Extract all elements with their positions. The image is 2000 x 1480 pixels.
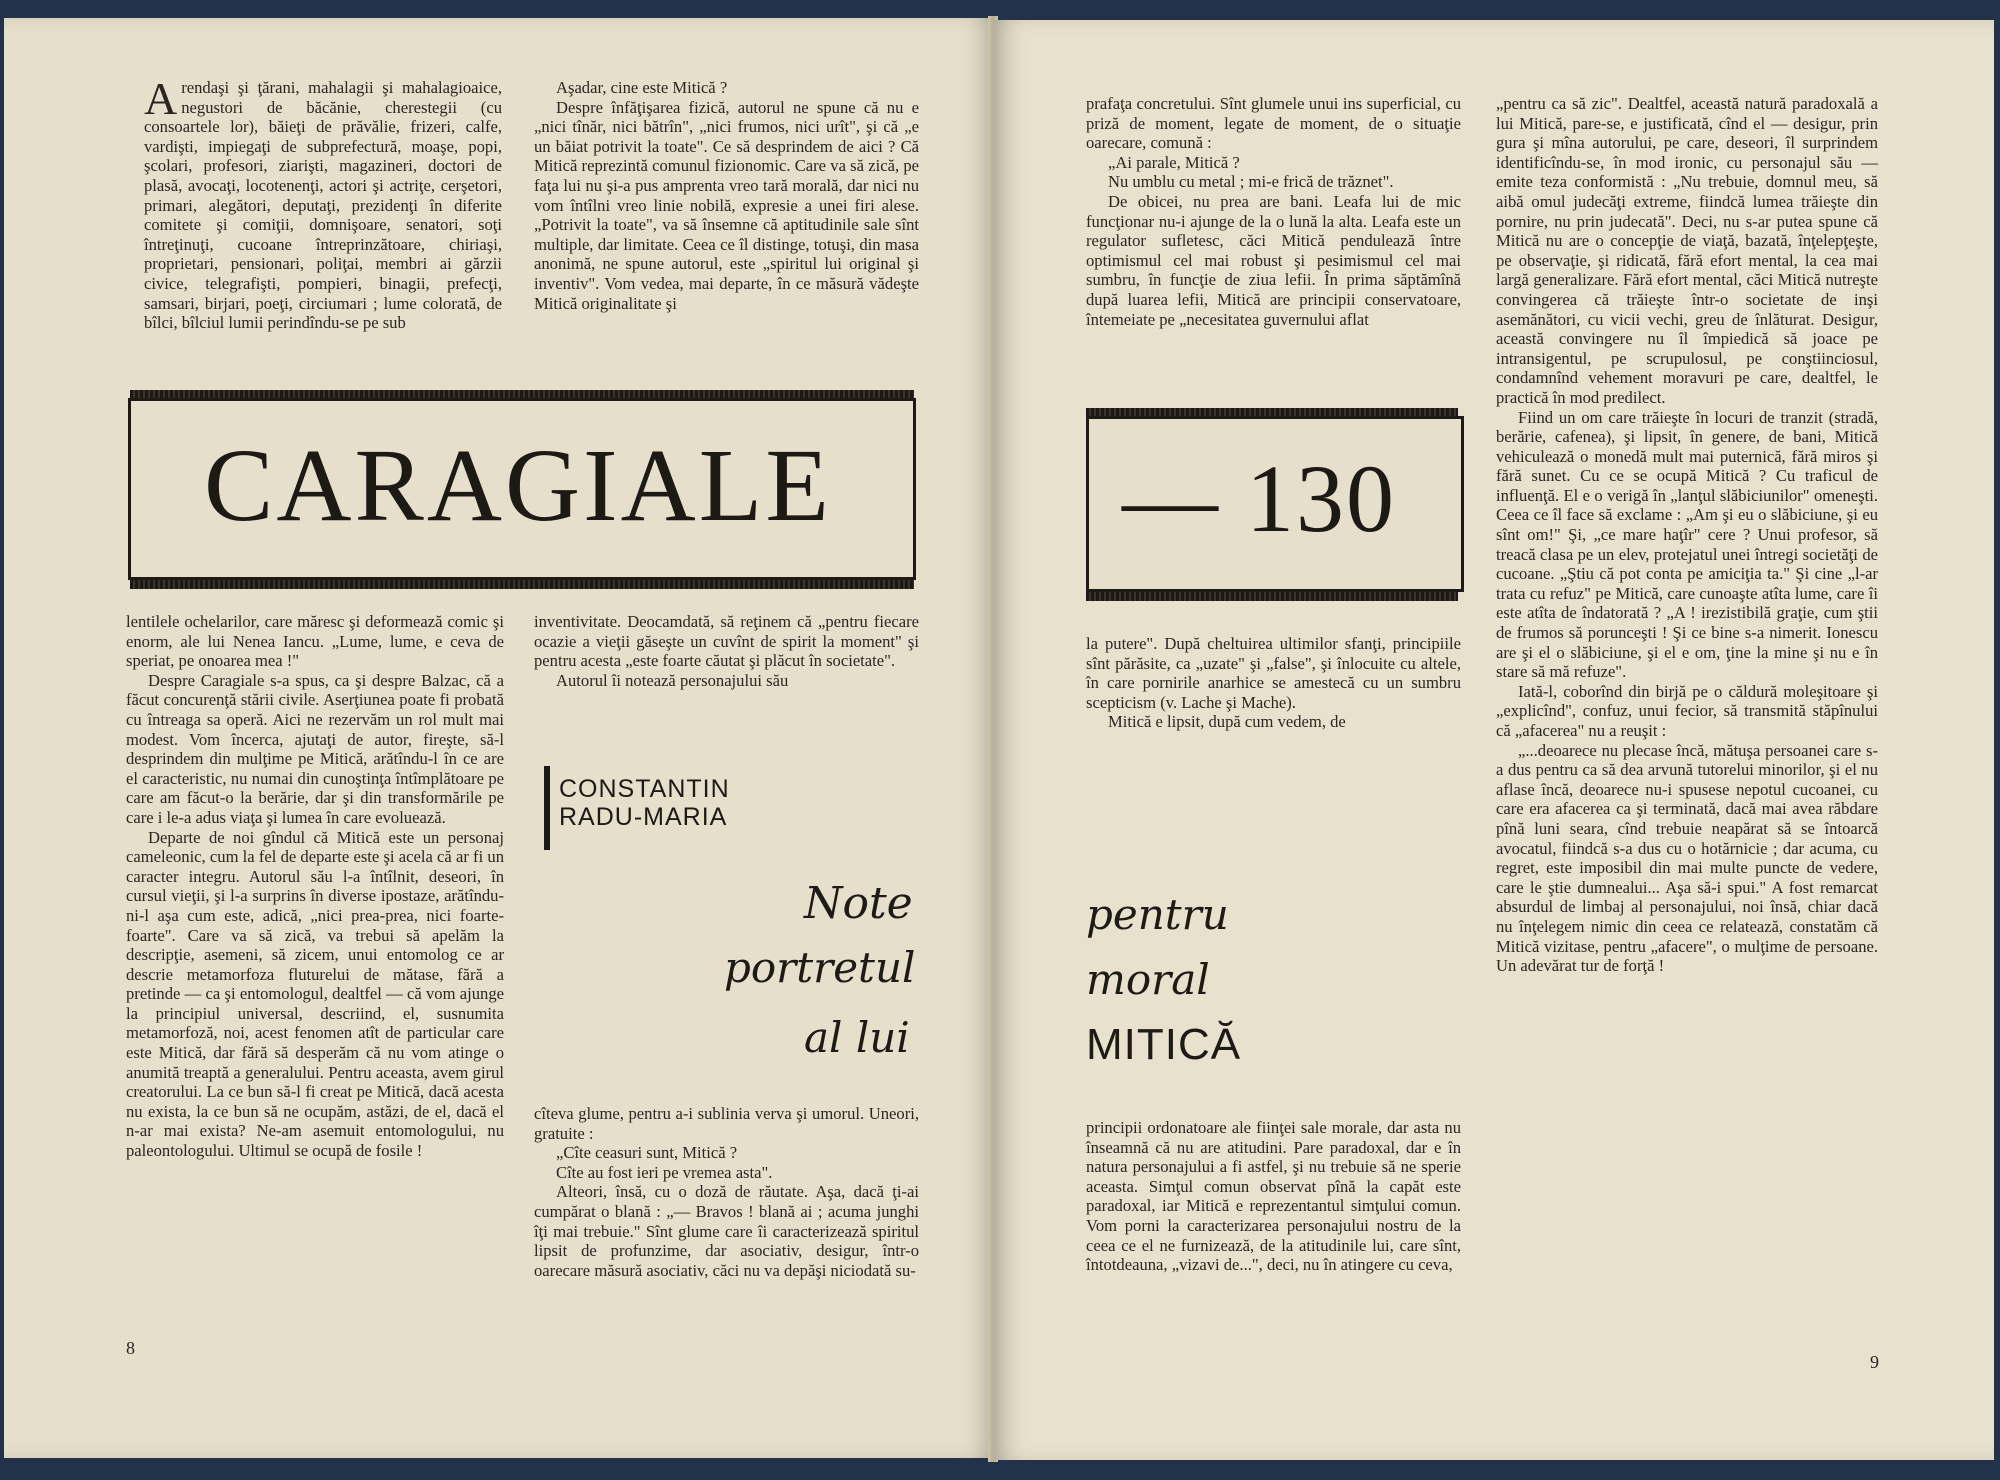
- author-name-first: CONSTANTIN: [559, 775, 730, 803]
- left-col2-bottom-p1: „Cîte ceasuri sunt, Mitică ?: [556, 1143, 738, 1163]
- right-col1-mid-p1: Mitică e lipsit, după cum vedem, de: [1108, 712, 1346, 732]
- left-col2-mid-p1: Autorul îi notează personajului său: [556, 670, 789, 690]
- left-col2-bottom-p2: Cîte au fost ieri pe vremea asta".: [556, 1162, 773, 1182]
- left-col1-bottom-p1: Despre Caragiale s-a spus, ca şi despre Balzac, că a făcut concurenţă stării civile. Aserţiunea poate fi probată cu întreaga sa operă. Aici ne rezervăm un rol mult mai modest. Vom încerca, ajutaţi de autor, fireşte, să-l desprindem din mulţime pe Mitică, arătîndu-l în ce are el caracteristic, nu numai din cunoştinţa întîmplătoare pe care am făcut-o la berărie, dar şi din transformările pe care i le-a adus viaţa şi lumea în care evoluează.: [126, 670, 504, 827]
- left-col1-bottom-p0: lentilele ochelarilor, care măresc şi deformează comic şi enorm, ale lui Nenea Iancu. „Lume, lume, e ceva de speriat, pe onoarea mea !": [126, 612, 504, 671]
- author-rule: [544, 766, 550, 850]
- subtitle-al-lui: al lui: [804, 1013, 910, 1062]
- subtitle-moral: moral: [1086, 955, 1210, 1004]
- left-col2-top: [534, 78, 919, 313]
- left-col1-top-paragraph: [144, 73, 502, 333]
- page-number-right: 9: [1870, 1352, 1879, 1372]
- right-col1-mid-p0: la putere". După cheltuirea ultimilor sfanţi, principiile sînt părăsite, ca „uzate" şi „false", şi înlocuite cu altele, în care pornirile anarhice se amestecă cu un sumbru scepticism (v. Lache şi Mache).: [1086, 634, 1461, 712]
- subtitle-mitica: MITICĂ: [1086, 1020, 1242, 1069]
- page-number-left: 8: [126, 1338, 135, 1358]
- title-130: — 130: [1122, 445, 1396, 552]
- right-col1-top-p3: De obicei, nu prea are bani. Leafa lui de mic funcţionar nu-i ajunge de la o lună la alta. Leafa este un regulator sufletesc, căci Mitică pendulează între optimismul cel mai robust şi pesimismul cel mai sumbru, în funcţie de ziua lefii. În prima săptămînă după luarea lefii, Mitică are principii conservatoare, întemeiate pe „necesitatea guvernului aflat: [1086, 191, 1461, 329]
- drop-cap: A: [144, 73, 178, 124]
- left-col1-bottom-p2: Departe de noi gîndul că Mitică este un personaj cameleonic, cum la fel de departe este şi acela că ar fi un caracter integru. Autorul său l-a întîlnit, deseori, în cursul vieţii, şi l-a surprins în diverse ipostaze, arătîndu-ni-l aşa cum este, adică, „nici prea-prea, nici foarte-foarte". Care va să zică, va trebui să apelăm la descripţie, asemeni, să zicem, unui entomolog ce ar descrie metamorfoza fluturelui de mătase, fără a pretinde — ca şi entomologul, dealtfel — că vom ajunge la principiul universal, descriind, el, susnumita metamorfoză, noi, acest fenomen atît de particular care este Mitică, dar fără să desperăm că nu vom atinge o anumită treaptă a generalului. Pentru aceasta, avem girul creatorului. La ce bun să-l fi creat pe Mitică, dacă acesta nu exista, la ce bun să ne ocupăm, astăzi, de el, dacă el n-ar mai exista? Ne-am asemuit entomologului, nu paleontologului. Ultimul se ocupă de fosile !: [126, 827, 504, 1161]
- right-col2-p2: Iată-l, coborînd din birjă pe o căldură moleşitoare şi „explicînd", confuz, unui fecior, să transmită stăpînului că „afacerea" nu a reuşit :: [1496, 681, 1878, 740]
- left-col2-top-p1: Despre înfăţişarea fizică, autorul ne spune că nu e „nici tînăr, nici bătrîn", „nici frumos, nici urît", şi că „e un băiat potrivit la toate". Ce să desprindem de aici ? Că Mitică reprezintă comunul fizionomic. Care va să zică, pe faţa lui nu şi-a pus amprenta vreo tară morală, dar nici nu vom întîlni vreo linie nobilă, expresie a unei firi alese. „Potrivit la toate", va să însemne că aptitudinile sale sînt multiple, dar limitate. Ceea ce îl distinge, totuşi, din masa anonimă, ne spune autorul, este „spiritul lui original şi inventiv". Vom vedea, mai departe, în ce măsură vădeşte Mitică originalitate şi: [534, 97, 919, 313]
- left-col2-bottom-p3: Alteori, însă, cu o doză de răutate. Aşa, dacă ţi-ai cumpărat o blană : „— Bravos ! blană ai ; acuma junghi îţi mai trebuie." Sînt glume care îi caracterizează spiritul lipsit de profunzime, dar asociativ, desigur, într-o oarecare măsură asociativ, căci nu va depăşi niciodată su-: [534, 1182, 919, 1280]
- right-col1-top-p1: „Ai parale, Mitică ?: [1108, 152, 1240, 172]
- right-col2-p3: „...deoarece nu plecase încă, mătuşa persoanei care s-a dus pentru ca să dea arvună tutorelui minorilor, şi el nu aflase încă, deoarece nu-i spusese nepotul cucoanei, cu care era afacerea ca şi terminată, dacă mai avea răbdare pînă luni seara, cînd trebuie neapărat să se întoarcă avocatul, fiindcă s-a dus cu o hotărnicie ; dar acuma, cu regret, este imposibil din mai multe puncte de vedere, care le ştie dumnealui... Aşa să-i spui." A fost remarcat absurdul de limbaj al personajului, noi însă, chiar dacă nu înţelegem nimic din ceea ce relatează, constatăm că Mitică vizitase, pentru „afacere", o mulţime de persoane. Un adevărat tur de forţă !: [1496, 740, 1878, 976]
- author-name-last: RADU-MARIA: [559, 803, 728, 831]
- right-col1-bottom-p0: principii ordonatoare ale fiinţei sale morale, dar asta nu înseamnă că nu are atitudini. Pare paradoxal, dar e în natura personajului a fi astfel, şi nu trebuie să ne sperie aceasta. Simţul comun observat pînă la capăt este paradoxal, iar Mitică e reprezentantul simţului comun. Vom porni la caracterizarea personajului nostru de la ceea ce el ne furnizează, de la atitudinile lui, care sînt, întotdeauna, „vizavi de...", deci, nu în atingere cu ceva,: [1086, 1118, 1461, 1275]
- left-col1-top-text: rendaşi şi ţărani, mahalagii şi mahalagioaice, negustori de băcănie, cherestegii (cu consoartele lor), băieţi de prăvălie, frizeri, calfe, vardişti, impiegaţi de subprefectură, moaşe, popi, şcolari, profesori, ziarişti, magazineri, doctori de plasă, avocaţi, locotenenţi, actori şi actriţe, cerşetori, primari, alegători, deputaţi, prezidenţi în diferite comitete şi comiţii, domnişoare, senatori, soţi întreţinuţi, cucoane întreprinzătoare, chiriaşi, proprietari, pensionari, poliţai, membri ai gărzii civice, telegrafişti, pompieri, binagii, prefecţi, samsari, birjari, poeţi, circiumari ; lume colorată, de bîlci, bîlciul lumii perindîndu-se pe sub: [144, 78, 502, 333]
- subtitle-portretul: portretul: [724, 943, 916, 992]
- title-130-bottom-bar: [1086, 592, 1458, 601]
- left-col2-mid: [534, 612, 919, 690]
- right-col2: [1496, 94, 1878, 976]
- title-bottom-bar: [130, 580, 914, 589]
- left-col2-top-p0: Aşadar, cine este Mitică ?: [556, 78, 728, 97]
- left-page: [4, 18, 994, 1458]
- left-col2-mid-p0: inventivitate. Deocamdată, să reţinem că „pentru fiecare ocazie a vieţii găseşte un cuvînt de spirit la moment" şi pentru acesta „este foarte căutat şi plăcut în societate".: [534, 612, 919, 671]
- right-col2-p0: „pentru ca să zic". Dealtfel, această natură paradoxală a lui Mitică, pare-se, e justificată, cînd el — desigur, prin gura şi mîna autorului, pe care, deseori, îl surprindem identificîndu-se, în mod ironic, cu personajul său — emite teza conformistă : „Nu trebuie, domnul meu, să aibă omul judecăţi extreme, fiindcă lumea trăieşte din pornire, nu prin judecată". Deci, nu s-ar putea spune că Mitică nu are o concepţie de viaţă, bazată, înţelepţeşte, pe observaţie, şi ridicată, fără efort mental, la cea mai largă generalizare. Fără efort mental, căci Mitică nutreşte convingerea că trăieşte într-o societate de inşi asemănători, cu vicii vechi, greu de înlăturat. Desigur, această convingere nu îl împiedică să joace pe intransigentul, pe scrupulosul, pe conştiinciosul, condamnînd vehement moravuri pe care, dealtfel, le practică în mod predilect.: [1496, 94, 1878, 407]
- left-col1-top: [144, 73, 502, 333]
- subtitle-pentru: pentru: [1086, 890, 1229, 939]
- right-page: [994, 20, 1994, 1460]
- right-col1-top-p2: Nu umblu cu metal ; mi-e frică de trăznet".: [1108, 172, 1394, 192]
- right-col1-top: [1086, 94, 1461, 329]
- right-col1-top-p0: prafaţa concretului. Sînt glumele unui ins superficial, cu priză de moment, legate de moment, de o situaţie oarecare, comună :: [1086, 94, 1461, 153]
- subtitle-note: Note: [804, 878, 913, 929]
- right-col1-mid: [1086, 634, 1461, 732]
- left-col1-bottom: [126, 612, 504, 1161]
- left-col2-bottom-p0: cîteva glume, pentru a-i sublinia verva şi umorul. Uneori, gratuite :: [534, 1104, 919, 1143]
- right-col2-p1: Fiind un om care trăieşte în locuri de tranzit (stradă, berărie, cafenea), şi lipsit, în genere, de bani, Mitică vehiculează o monedă mult mai puternică, fără miros şi fără sunet. Cu ce se ocupă Mitică ? Cu traficul de influenţă. El e o verigă în „lanţul slăbiciunilor" omeneşti. Ceea ce îl face să exclame : „Am şi eu o slăbiciune, şi eu sînt om!" Şi, „ce mare haţîr" cere ? Unui profesor, să treacă clasa pe un elev, protejatul unei întregi societăţi de cucoane. „Ştiu că pot conta pe amiciţia ta." Şi cine „l-ar trata cu refuz" pe Mitică, care cunoaşte atîta lume, care îi este atîta de îndatorată ? „A ! irezistibilă graţie, cum ştii de frumos să porunceşti ! Şi ce bine s-a nimerit. Ionescu are şi el o slăbiciune, şi el e om, ţine la mine şi nu e în stare să mă refuze".: [1496, 407, 1878, 682]
- left-col2-bottom: [534, 1104, 919, 1280]
- title-caragiale: CARAGIALE: [204, 428, 832, 543]
- right-col1-bottom: [1086, 1118, 1461, 1275]
